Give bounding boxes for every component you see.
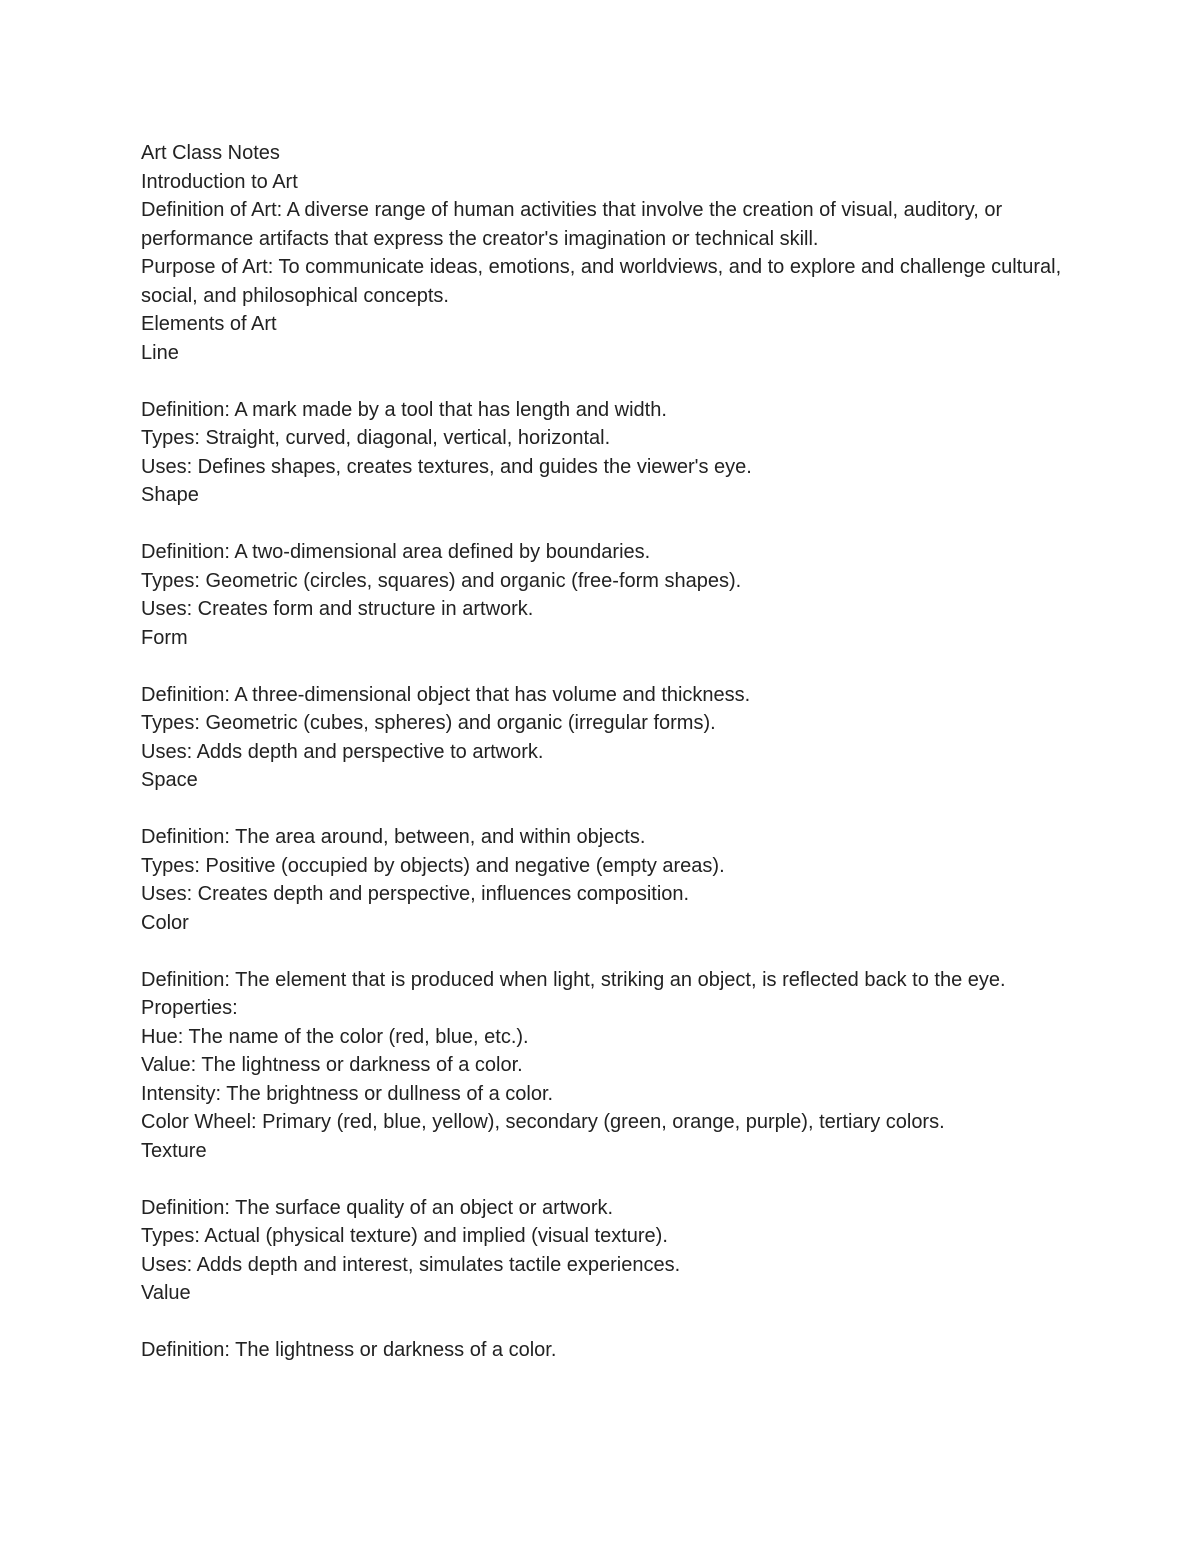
spacer <box>141 937 1071 966</box>
texture-heading: Texture <box>141 1139 207 1162</box>
shape-types: Types: Geometric (circles, squares) and organic (free-form shapes). <box>141 569 742 592</box>
form-heading: Form <box>141 626 188 649</box>
shape-definition: Definition: A two-dimensional area defined by boundaries. <box>141 541 651 563</box>
spacer <box>141 510 1071 539</box>
color-hue: Hue: The name of the color (red, blue, etc.). <box>141 1025 529 1048</box>
intro-purpose: Purpose of Art: To communicate ideas, emotions, and worldviews, and to explore and challenge cultural, social, and philosophical concepts. <box>141 256 1067 307</box>
line-definition: Definition: A mark made by a tool that has length and width. <box>141 398 667 421</box>
line-heading: Line <box>141 341 179 364</box>
elements-heading: Elements of Art <box>141 313 277 335</box>
document-title: Art Class Notes <box>141 142 280 164</box>
space-uses: Uses: Creates depth and perspective, influences composition. <box>141 883 690 905</box>
intro-heading: Introduction to Art <box>141 170 298 193</box>
texture-types: Types: Actual (physical texture) and implied (visual texture). <box>141 1225 668 1247</box>
value-definition: Definition: The lightness or darkness of a color. <box>141 1339 557 1361</box>
spacer <box>141 367 1071 396</box>
form-types: Types: Geometric (cubes, spheres) and organic (irregular forms). <box>141 712 716 734</box>
document-body <box>141 139 1071 1365</box>
space-definition: Definition: The area around, between, and within objects. <box>141 826 646 848</box>
space-types: Types: Positive (occupied by objects) and negative (empty areas). <box>141 854 725 877</box>
line-uses: Uses: Defines shapes, creates textures, and guides the viewer's eye. <box>141 455 752 478</box>
color-wheel: Color Wheel: Primary (red, blue, yellow), secondary (green, orange, purple), tertiary colors. <box>141 1111 945 1133</box>
line-types: Types: Straight, curved, diagonal, vertical, horizontal. <box>141 427 611 449</box>
texture-uses: Uses: Adds depth and interest, simulates tactile experiences. <box>141 1253 681 1276</box>
spacer <box>141 795 1071 824</box>
value-heading: Value <box>141 1282 191 1304</box>
color-properties-label: Properties: <box>141 997 238 1019</box>
color-intensity: Intensity: The brightness or dullness of a color. <box>141 1082 554 1105</box>
spacer <box>141 1308 1071 1337</box>
spacer <box>141 652 1071 681</box>
form-definition: Definition: A three-dimensional object that has volume and thickness. <box>141 683 751 706</box>
spacer <box>141 1165 1071 1194</box>
color-value: Value: The lightness or darkness of a color. <box>141 1054 523 1076</box>
texture-definition: Definition: The surface quality of an object or artwork. <box>141 1196 614 1219</box>
color-definition: Definition: The element that is produced when light, striking an object, is reflected back to the eye. <box>141 968 1006 991</box>
form-uses: Uses: Adds depth and perspective to artwork. <box>141 740 544 763</box>
color-heading: Color <box>141 911 189 934</box>
shape-heading: Shape <box>141 484 199 506</box>
intro-definition: Definition of Art: A diverse range of human activities that involve the creation of visual, auditory, or performance artifacts that express the creator's imagination or technical skill. <box>141 199 1008 250</box>
space-heading: Space <box>141 769 198 791</box>
shape-uses: Uses: Creates form and structure in artwork. <box>141 598 534 620</box>
